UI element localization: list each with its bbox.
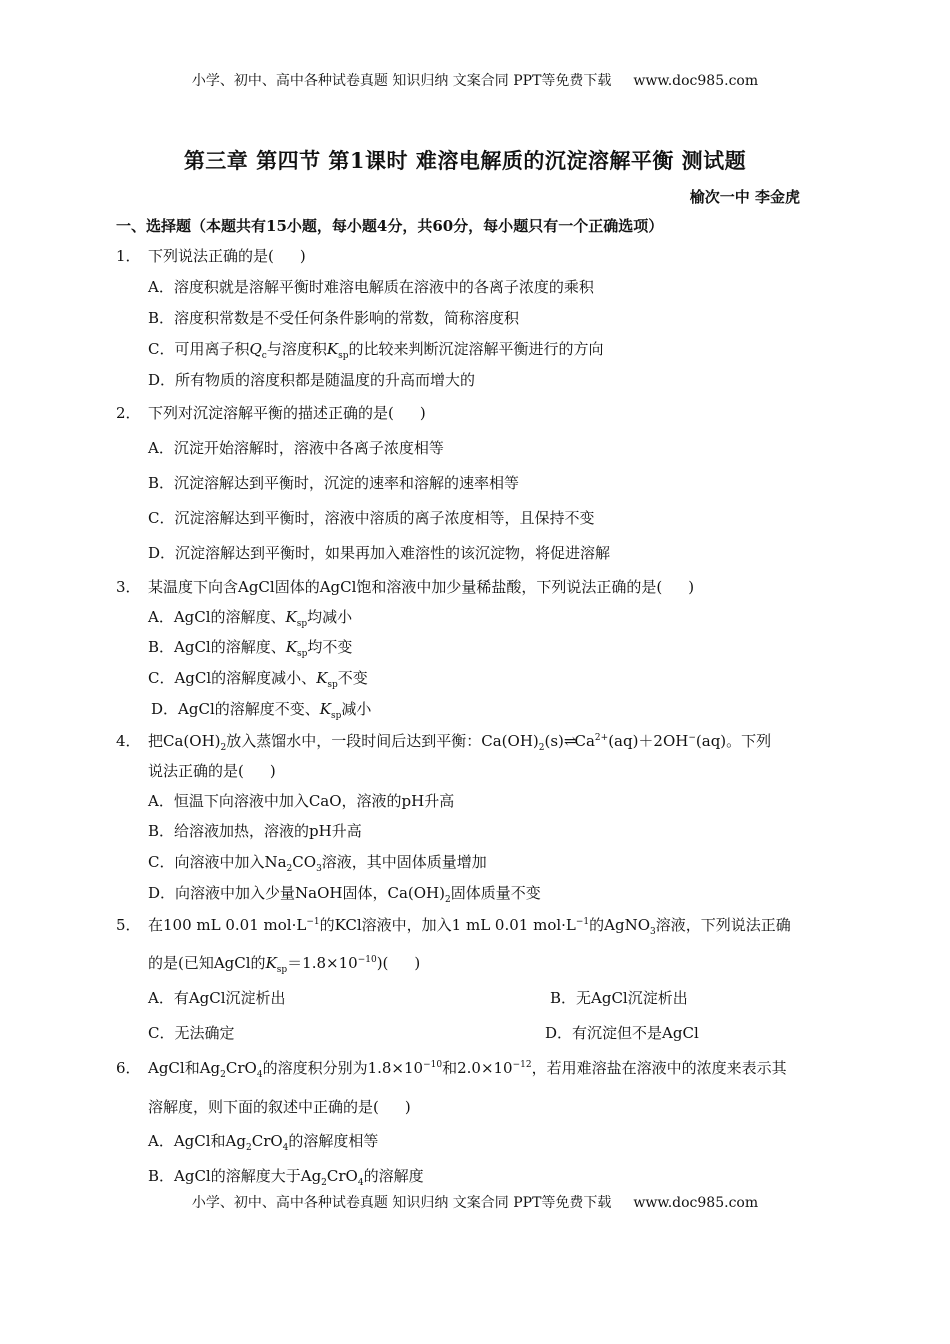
page-title: 第三章 第四节 第1课时 难溶电解质的沉淀溶解平衡 测试题 (183, 148, 747, 173)
option: D．AgCl的溶解度不变、$K_{sp}$减小 (151, 700, 372, 721)
option: D．所有物质的溶度积都是随温度的升高而增大的 (148, 371, 476, 389)
option: B．无AgCl沉淀析出 (550, 989, 688, 1007)
question-stem-cont: 溶解度，则下面的叙述中正确的是( ) (148, 1098, 411, 1116)
option: B．沉淀溶解达到平衡时，沉淀的速率和溶解的速率相等 (148, 474, 520, 492)
option: B．AgCl的溶解度、$K_{sp}$均不变 (148, 638, 353, 659)
option: A．沉淀开始溶解时，溶液中各离子浓度相等 (148, 439, 444, 457)
question-stem-cont: 说法正确的是( ) (148, 762, 276, 780)
question-number: 2． (116, 404, 141, 422)
option: A．溶度积就是溶解平衡时难溶电解质在溶液中的各离子浓度的乘积 (148, 278, 594, 296)
option: C．AgCl的溶解度减小、$K_{sp}$不变 (148, 669, 368, 690)
option: A．AgCl的溶解度、$K_{sp}$均减小 (148, 608, 353, 629)
question-number: 1． (116, 247, 141, 265)
question-number: 4． (116, 732, 141, 750)
page-header (0, 70, 950, 90)
option: C．可用离子积$Q_c$与溶度积$K_{sp}$的比较来判断沉淀溶解平衡进行的方向 (148, 340, 604, 361)
question-stem: AgCl和$Ag_2CrO_4$的溶度积分别为$1.8\times 10^{-10}$和$2.0\times 10^{-12}$，若用难溶盐在溶液中的浓度来表示其 (148, 1059, 787, 1080)
question-stem: 把$Ca(OH)_2$放入蒸馏水中，一段时间后达到平衡：$Ca(OH)_2(s)\rightleftharpoons Ca^{2+}(aq)+2OH^-(aq)$。下列 (148, 732, 772, 753)
footer-url[interactable]: www.doc985.com (633, 1195, 759, 1211)
question-stem: 在100 mL 0.01 $mol\cdot L^{-1}$的KCl溶液中，加入1 mL 0.01 $mol\cdot L^{-1}$的AgNO$_3$溶液，下列说法正确 (148, 916, 791, 937)
page-footer (0, 1192, 950, 1212)
question-number: 3． (116, 578, 141, 596)
question-stem: 下列对沉淀溶解平衡的描述正确的是( ) (148, 404, 426, 422)
question-number: 6． (116, 1059, 141, 1077)
footer-promo: 小学、初中、高中各种试卷真题 知识归纳 文案合同 PPT等免费下载 (191, 1195, 612, 1211)
option: C．沉淀溶解达到平衡时，溶液中溶质的离子浓度相等，且保持不变 (148, 509, 595, 527)
option: D．有沉淀但不是AgCl (545, 1024, 699, 1042)
question-number: 5． (116, 916, 141, 934)
option: C．无法确定 (148, 1024, 235, 1042)
option: B．AgCl的溶解度大于$Ag_2CrO_4$的溶解度 (148, 1167, 424, 1188)
option: D．沉淀溶解达到平衡时，如果再加入难溶性的该沉淀物，将促进溶解 (148, 544, 611, 562)
question-stem: 下列说法正确的是( ) (148, 247, 306, 265)
option: A．AgCl和$Ag_2CrO_4$的溶解度相等 (148, 1132, 379, 1153)
option: C．向溶液中加入$Na_2CO_3$溶液，其中固体质量增加 (148, 853, 487, 874)
question-stem: 某温度下向含AgCl固体的AgCl饱和溶液中加少量稀盐酸，下列说法正确的是( ) (148, 578, 695, 596)
option: A．有AgCl沉淀析出 (148, 989, 286, 1007)
author: 榆次一中 李金虎 (689, 188, 800, 206)
header-url[interactable]: www.doc985.com (633, 73, 759, 89)
option: B．溶度积常数是不受任何条件影响的常数，简称溶度积 (148, 309, 520, 327)
section-heading: 一、选择题（本题共有15小题，每小题4分，共60分，每小题只有一个正确选项） (116, 217, 664, 235)
option: A．恒温下向溶液中加入CaO，溶液的pH升高 (148, 792, 455, 810)
option: B．给溶液加热，溶液的pH升高 (148, 822, 362, 840)
option: D．向溶液中加入少量NaOH固体，$Ca(OH)_2$固体质量不变 (148, 884, 541, 905)
header-promo: 小学、初中、高中各种试卷真题 知识归纳 文案合同 PPT等免费下载 (191, 73, 612, 89)
question-stem-cont: 的是(已知AgCl的$K_{sp}=1.8\times 10^{-10}$)( ) (148, 954, 421, 975)
